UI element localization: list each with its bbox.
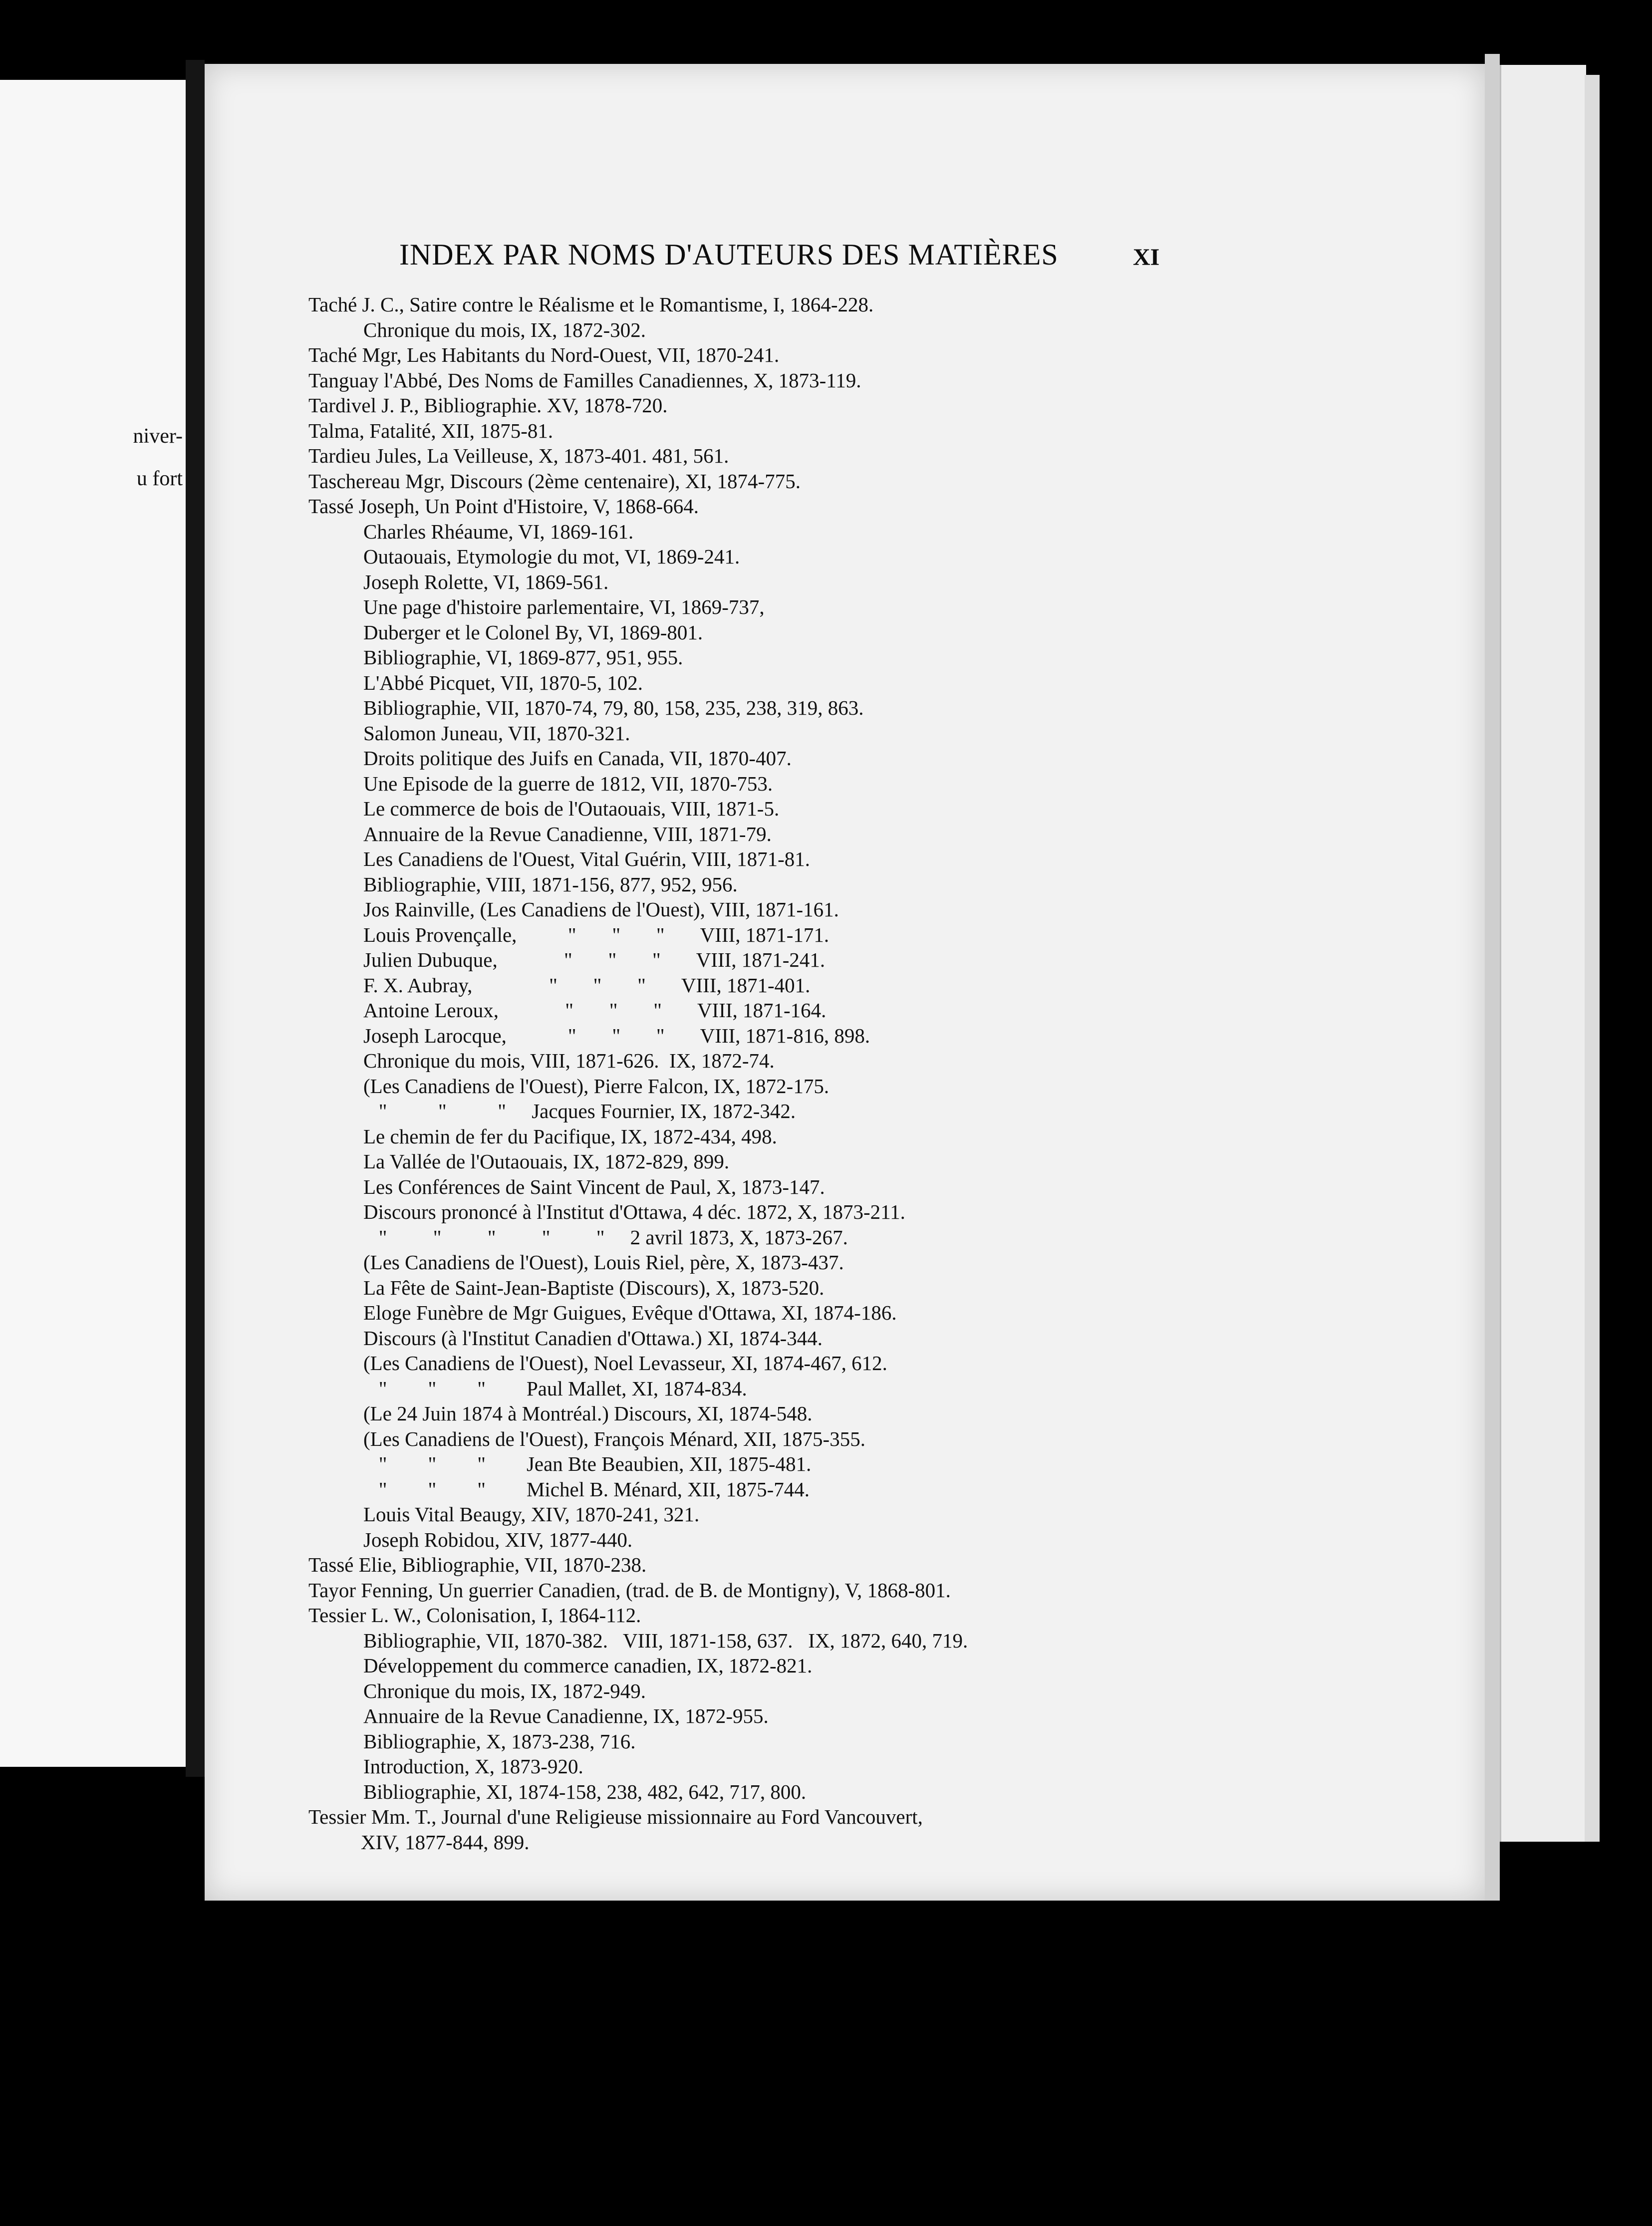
index-entry-line: Introduction, X, 1873-920.: [363, 1755, 583, 1778]
index-entry-line: Eloge Funèbre de Mgr Guigues, Evêque d'Ottawa, XI, 1874-186.: [363, 1301, 897, 1324]
index-entry-author: Taschereau Mgr, Discours (2ème centenaire), XI, 1874-775.: [308, 469, 801, 493]
index-entry-line: Les Canadiens de l'Ouest, Vital Guérin, VIII, 1871-81.: [363, 847, 810, 870]
index-entry-line: " " " Paul Mallet, XI, 1874-834.: [363, 1377, 747, 1400]
index-entry-line: Le commerce de bois de l'Outaouais, VIII, 1871-5.: [363, 797, 780, 820]
page-edge-shadow: [1485, 54, 1500, 1901]
index-entry-line: Outaouais, Etymologie du mot, VI, 1869-241.: [363, 545, 740, 568]
page-number: XI: [1133, 244, 1160, 271]
left-page-text: u fort: [136, 467, 183, 490]
index-entry-line: (Les Canadiens de l'Ouest), Louis Riel, père, X, 1873-437.: [363, 1251, 844, 1274]
left-page-fragment: [0, 80, 188, 1767]
index-entry-line: F. X. Aubray, " " " VIII, 1871-401.: [363, 973, 811, 997]
index-entry-line: Julien Dubuque, " " " VIII, 1871-241.: [363, 948, 826, 971]
index-entry-line: Antoine Leroux, " " " VIII, 1871-164.: [363, 999, 826, 1022]
index-entry-author: Tassé Joseph, Un Point d'Histoire, V, 1868-664.: [308, 495, 699, 518]
index-entry-line: Chronique du mois, IX, 1872-302.: [363, 318, 646, 341]
index-entry-line: Discours (à l'Institut Canadien d'Ottawa.) XI, 1874-344.: [363, 1326, 823, 1350]
page-stack-edge: [1585, 75, 1600, 1842]
index-entry-line: (Les Canadiens de l'Ouest), Noel Levasseur, XI, 1874-467, 612.: [363, 1352, 887, 1375]
left-page-text: niver-: [133, 425, 183, 448]
running-title: INDEX PAR NOMS D'AUTEURS DES MATIÈRES: [399, 238, 1059, 271]
index-entry-line: Bibliographie, VIII, 1871-156, 877, 952, 956.: [363, 872, 738, 896]
index-entry-line: Le chemin de fer du Pacifique, IX, 1872-434, 498.: [363, 1124, 777, 1148]
page-stack-edge: [1500, 65, 1586, 1842]
index-entry-line: Bibliographie, X, 1873-238, 716.: [363, 1729, 636, 1753]
index-entry-line: Jos Rainville, (Les Canadiens de l'Ouest), VIII, 1871-161.: [363, 898, 839, 921]
index-entry-author: Tassé Elie, Bibliographie, VII, 1870-238.: [308, 1553, 647, 1576]
index-entry-line: Bibliographie, XI, 1874-158, 238, 482, 642, 717, 800.: [363, 1780, 807, 1803]
index-entry-line: " " " " " 2 avril 1873, X, 1873-267.: [363, 1225, 848, 1249]
index-entry-author: Tessier Mm. T., Journal d'une Religieuse missionnaire au Ford Vancouvert,: [308, 1805, 923, 1828]
index-entry-line: Joseph Larocque, " " " VIII, 1871-816, 898.: [363, 1024, 870, 1047]
index-entry-line: Annuaire de la Revue Canadienne, IX, 1872-955.: [363, 1704, 769, 1727]
index-entry-line: Louis Vital Beaugy, XIV, 1870-241, 321.: [363, 1503, 700, 1526]
index-entry-line: Joseph Robidou, XIV, 1877-440.: [363, 1528, 633, 1551]
index-entry-line: Bibliographie, VII, 1870-74, 79, 80, 158, 235, 238, 319, 863.: [363, 696, 864, 719]
index-entry-author: Tanguay l'Abbé, Des Noms de Familles Canadiennes, X, 1873-119.: [308, 368, 861, 392]
book-gutter: [186, 60, 205, 1777]
index-entry-line: Louis Provençalle, " " " VIII, 1871-171.: [363, 923, 829, 946]
index-entry-line: Chronique du mois, VIII, 1871-626. IX, 1872-74.: [363, 1049, 775, 1072]
index-entry-line: Une page d'histoire parlementaire, VI, 1869-737,: [363, 595, 765, 618]
index-entry-line: (Le 24 Juin 1874 à Montréal.) Discours, XI, 1874-548.: [363, 1402, 813, 1425]
index-entry-line: Annuaire de la Revue Canadienne, VIII, 1871-79.: [363, 822, 772, 845]
index-entry-author: Talma, Fatalité, XII, 1875-81.: [308, 419, 553, 442]
index-entry-line: Développement du commerce canadien, IX, 1872-821.: [363, 1654, 813, 1677]
index-entries: [308, 292, 1456, 1855]
index-entry-line: La Fête de Saint-Jean-Baptiste (Discours), X, 1873-520.: [363, 1276, 825, 1299]
index-entry-line: Bibliographie, VII, 1870-382. VIII, 1871-158, 637. IX, 1872, 640, 719.: [363, 1629, 968, 1652]
index-entry-line: (Les Canadiens de l'Ouest), Pierre Falcon, IX, 1872-175.: [363, 1074, 829, 1098]
index-entry-author: Tessier L. W., Colonisation, I, 1864-112.: [308, 1604, 641, 1627]
index-entry-author: Tayor Fenning, Un guerrier Canadien, (trad. de B. de Montigny), V, 1868-801.: [308, 1578, 951, 1602]
index-entry-line: " " " Jacques Fournier, IX, 1872-342.: [363, 1100, 796, 1122]
index-entry-line: " " " Jean Bte Beaubien, XII, 1875-481.: [363, 1452, 812, 1475]
index-entry-line: " " " Michel B. Ménard, XII, 1875-744.: [363, 1477, 810, 1501]
index-entry-line: Les Conférences de Saint Vincent de Paul, X, 1873-147.: [363, 1175, 825, 1198]
index-entry-line: Droits politique des Juifs en Canada, VII, 1870-407.: [363, 747, 792, 770]
index-entry-line: L'Abbé Picquet, VII, 1870-5, 102.: [363, 671, 643, 694]
index-entry-line: Chronique du mois, IX, 1872-949.: [363, 1679, 646, 1702]
index-entry-line: Discours prononcé à l'Institut d'Ottawa, 4 déc. 1872, X, 1873-211.: [363, 1200, 905, 1223]
index-entry-line: XIV, 1877-844, 899.: [361, 1830, 530, 1854]
index-entry-line: Salomon Juneau, VII, 1870-321.: [363, 721, 630, 745]
index-entry-line: La Vallée de l'Outaouais, IX, 1872-829, 899.: [363, 1150, 730, 1173]
index-entry-line: Bibliographie, VI, 1869-877, 951, 955.: [363, 646, 683, 669]
index-entry-author: Taché Mgr, Les Habitants du Nord-Ouest, VII, 1870-241.: [308, 343, 780, 366]
index-entry-author: Tardivel J. P., Bibliographie. XV, 1878-720.: [308, 394, 668, 417]
index-entry-line: (Les Canadiens de l'Ouest), François Ménard, XII, 1875-355.: [363, 1427, 865, 1450]
index-entry-line: Duberger et le Colonel By, VI, 1869-801.: [363, 620, 703, 644]
index-entry-line: Charles Rhéaume, VI, 1869-161.: [363, 520, 634, 543]
index-entry-line: Joseph Rolette, VI, 1869-561.: [363, 570, 609, 593]
index-entry-author: Taché J. C., Satire contre le Réalisme et le Romantisme, I, 1864-228.: [308, 293, 874, 316]
index-entry-line: Une Episode de la guerre de 1812, VII, 1870-753.: [363, 772, 773, 795]
index-entry-author: Tardieu Jules, La Veilleuse, X, 1873-401. 481, 561.: [308, 444, 729, 467]
